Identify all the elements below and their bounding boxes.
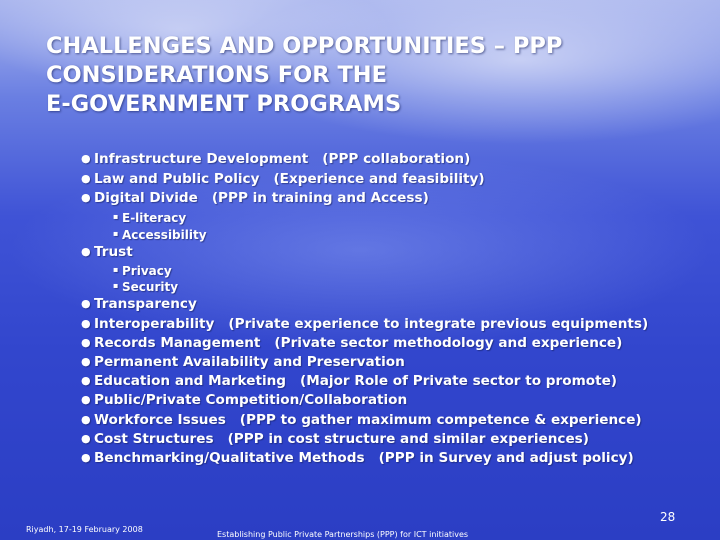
item-note: (PPP in Survey and adjust policy) bbox=[378, 450, 634, 466]
list-item bbox=[81, 243, 133, 261]
item-label: Trust bbox=[94, 244, 133, 260]
bullet-icon: ● bbox=[81, 374, 91, 387]
list-item bbox=[81, 295, 197, 313]
sub-list-item bbox=[113, 262, 172, 279]
bullet-icon: ● bbox=[81, 413, 91, 426]
list-item bbox=[81, 353, 405, 371]
item-label: Interoperability bbox=[94, 316, 215, 332]
sub-item-label: E-literacy bbox=[122, 211, 187, 225]
bullet-icon: ● bbox=[81, 152, 91, 165]
list-item bbox=[81, 315, 648, 333]
list-item bbox=[81, 411, 642, 429]
item-label: Permanent Availability and Preservation bbox=[94, 354, 405, 370]
item-note: (Major Role of Private sector to promote) bbox=[300, 373, 617, 389]
sub-bullet-icon: ▪ bbox=[113, 281, 119, 290]
bullet-icon: ● bbox=[81, 355, 91, 368]
item-label: Education and Marketing bbox=[94, 373, 287, 389]
item-label: Digital Divide bbox=[94, 190, 198, 206]
item-note: (PPP collaboration) bbox=[322, 151, 471, 167]
footer-title: Establishing Public Private Partnerships (PPP) for ICT initiatives bbox=[217, 530, 469, 539]
bullet-icon: ● bbox=[81, 432, 91, 445]
item-label: Workforce Issues bbox=[94, 412, 226, 428]
bullet-icon: ● bbox=[81, 191, 91, 204]
item-label: Infrastructure Development bbox=[94, 151, 309, 167]
sub-list-item bbox=[113, 278, 178, 295]
list-item bbox=[81, 372, 617, 390]
bullet-icon: ● bbox=[81, 172, 91, 185]
list-item bbox=[81, 189, 429, 207]
sub-bullet-icon: ▪ bbox=[113, 229, 119, 238]
list-item bbox=[81, 391, 407, 409]
item-note: (PPP in cost structure and similar experiences) bbox=[227, 431, 589, 447]
item-label: Records Management bbox=[94, 335, 261, 351]
bullet-icon: ● bbox=[81, 393, 91, 406]
bullet-icon: ● bbox=[81, 245, 91, 258]
item-label: Benchmarking/Qualitative Methods bbox=[94, 450, 365, 466]
item-label: Law and Public Policy bbox=[94, 171, 260, 187]
sub-bullet-icon: ▪ bbox=[113, 212, 119, 221]
title-line-2: CONSIDERATIONS FOR THE bbox=[46, 62, 388, 88]
item-note: (Private sector methodology and experience) bbox=[274, 335, 623, 351]
item-label: Transparency bbox=[94, 296, 197, 312]
bullet-icon: ● bbox=[81, 297, 91, 310]
item-note: (PPP to gather maximum competence & experience) bbox=[239, 412, 642, 428]
title-line-1: CHALLENGES AND OPPORTUNITIES – PPP bbox=[46, 33, 563, 59]
sub-item-label: Privacy bbox=[122, 264, 172, 278]
bullet-icon: ● bbox=[81, 336, 91, 349]
item-note: (Private experience to integrate previous equipments) bbox=[228, 316, 649, 332]
list-item bbox=[81, 334, 622, 352]
list-item bbox=[81, 170, 485, 188]
page-number: 28 bbox=[660, 510, 676, 524]
slide-title bbox=[46, 32, 686, 119]
item-note: (PPP in training and Access) bbox=[211, 190, 429, 206]
sub-bullet-icon: ▪ bbox=[113, 265, 119, 274]
sub-list-item bbox=[113, 209, 186, 226]
sub-list-item bbox=[113, 226, 207, 243]
footer-date: Riyadh, 17-19 February 2008 bbox=[26, 525, 143, 534]
list-item bbox=[81, 430, 589, 448]
item-label: Public/Private Competition/Collaboration bbox=[94, 392, 408, 408]
bullet-icon: ● bbox=[81, 317, 91, 330]
sub-item-label: Accessibility bbox=[122, 228, 207, 242]
item-note: (Experience and feasibility) bbox=[273, 171, 485, 187]
sub-item-label: Security bbox=[122, 280, 179, 294]
bullet-icon: ● bbox=[81, 451, 91, 464]
list-item bbox=[81, 150, 470, 168]
title-line-3: E-GOVERNMENT PROGRAMS bbox=[46, 91, 402, 117]
list-item bbox=[81, 449, 634, 467]
item-label: Cost Structures bbox=[94, 431, 214, 447]
